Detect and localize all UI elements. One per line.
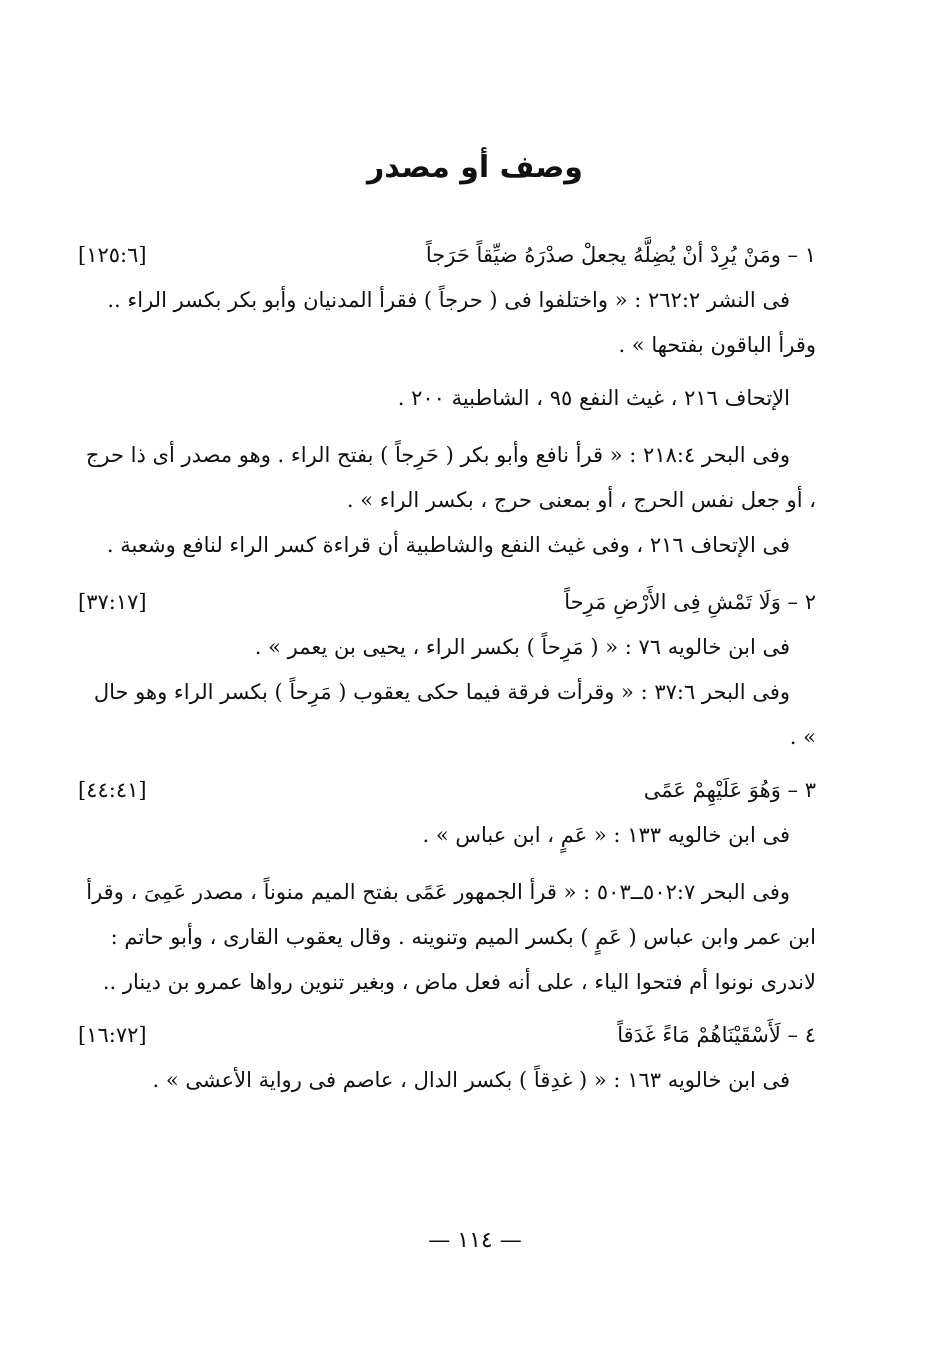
verse-reference: [١٦:٧٢]: [78, 1023, 147, 1047]
commentary-paragraph: فى ابن خالويه ١٣٣ : « عَمٍ ، ابن عباس » .: [422, 823, 790, 847]
verse-reference: [٤٤:٤١]: [78, 778, 147, 802]
verse-reference: [٣٧:١٧]: [78, 590, 147, 614]
entry-4: [78, 1013, 816, 1103]
entry-3: [78, 768, 816, 1005]
verse-heading: ٤ – لَأَسْقَيْنَاهُمْ مَاءً غَدَقاً: [617, 1023, 816, 1047]
commentary-paragraph: وفى البحر ٥٠٢:٧ــ٥٠٣ : « قرأ الجمهور عَمًى بفتح الميم منوناً ، مصدر عَمِىَ ، وقرأ ابن عمر وابن عباس ( عَمٍ ) بكسر الميم وتنوينه . وقال يعقوب القارى ، وأبو حاتم : لاندرى نونوا أم فتحوا الياء ، على أنه فعل ماض ، وبغير تنوين رواها عمرو بن دينار ..: [86, 880, 816, 994]
commentary-paragraph: فى النشر ٢٦٢:٢ : « واختلفوا فى ( حرجاً ) فقرأ المدنيان وأبو بكر بكسر الراء .. وقرأ الباقون بفتحها » .: [107, 288, 816, 357]
commentary-paragraph: وفى البحر ٣٧:٦ : « وقرأت فرقة فيما حكى يعقوب ( مَرِحاً ) بكسر الراء وهو حال » .: [93, 680, 816, 749]
entry-heading-row: [78, 1013, 816, 1058]
commentary-paragraph: فى ابن خالويه ١٦٣ : « ( غدِقاً ) بكسر الدال ، عاصم فى رواية الأعشى » .: [152, 1068, 790, 1092]
page-title: وصف أو مصدر: [367, 150, 583, 185]
entry-heading-row: [78, 580, 816, 625]
page-number: — ١١٤ —: [428, 1228, 522, 1253]
page-body: [78, 233, 816, 1103]
verse-heading: ١ – ومَنْ يُرِدْ أنْ يُضِلَّهُ يجعلْ صدْرَهُ ضيِّقاً حَرَجاً: [425, 243, 816, 267]
commentary-paragraph: فى ابن خالويه ٧٦ : « ( مَرِحاً ) بكسر الراء ، يحيى بن يعمر » .: [254, 635, 790, 659]
commentary-paragraph: وفى البحر ٢١٨:٤ : « قرأ نافع وأبو بكر ( حَرِجاً ) بفتح الراء . وهو مصدر أى ذا حرج ، أو جعل نفس الحرج ، أو بمعنى حرج ، بكسر الراء » .: [85, 443, 816, 512]
commentary-paragraph: الإتحاف ٢١٦ ، غيث النفع ٩٥ ، الشاطبية ٢٠٠ .: [397, 386, 790, 410]
entry-heading-row: [78, 768, 816, 813]
verse-heading: ٢ – وَلَا تَمْشِ فِى الأَرْضِ مَرِحاً: [564, 590, 816, 614]
entry-1: [78, 233, 816, 568]
verse-heading: ٣ – وَهُوَ عَلَيْهِمْ عَمًى: [643, 778, 816, 802]
entry-2: [78, 580, 816, 760]
verse-reference: [١٢٥:٦]: [78, 243, 147, 267]
entry-heading-row: [78, 233, 816, 278]
commentary-paragraph: فى الإتحاف ٢١٦ ، وفى غيث النفع والشاطبية أن قراءة كسر الراء لنافع وشعبة .: [106, 533, 790, 557]
